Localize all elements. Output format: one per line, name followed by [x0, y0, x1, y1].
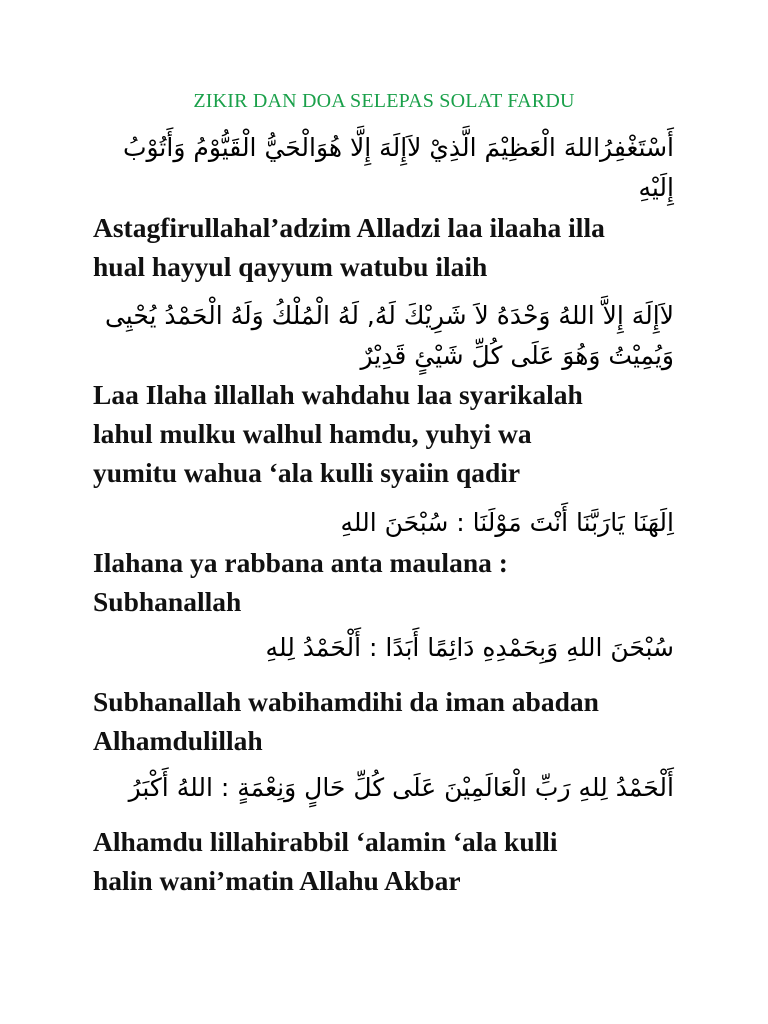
transliteration-line: halin wani’matin Allahu Akbar — [93, 865, 461, 896]
transliteration-line: Astagfirullahal’adzim Alladzi laa ilaaha illa — [93, 212, 605, 243]
arabic-text-tasbih: سُبْحَنَ اللهِ وَبِحَمْدِهِ دَائِمًا أَبَدًا : أَلْحَمْدُ لِلهِ — [265, 633, 674, 662]
transliteration-ilahana — [93, 543, 693, 621]
page-title: ZIKIR DAN DOA SELEPAS SOLAT FARDU — [193, 90, 575, 112]
transliteration-tahlil — [93, 375, 693, 492]
transliteration-tahmid — [93, 822, 693, 900]
transliteration-line: Alhamdu lillahirabbil ‘alamin ‘ala kulli — [93, 826, 558, 857]
transliteration-line: hual hayyul qayyum watubu ilaih — [93, 251, 488, 282]
transliteration-istighfar — [93, 208, 693, 286]
arabic-text-ilahana: اِلَهَنَا يَارَبَّنَا أَنْتَ مَوْلَنَا : سُبْحَنَ اللهِ — [340, 508, 674, 537]
transliteration-line: Ilahana ya rabbana anta maulana : — [93, 547, 508, 578]
transliteration-line: Subhanallah wabihamdihi da iman abadan — [93, 686, 599, 717]
transliteration-line: Subhanallah — [93, 586, 242, 617]
transliteration-line: lahul mulku walhul hamdu, yuhyi wa — [93, 418, 532, 449]
arabic-text-tahmid: أَلْحَمْدُ لِلهِ رَبِّ الْعَالَمِيْنَ عَلَى كُلِّ حَالٍ وَنِعْمَةٍ : اللهُ أَكْبَرُ — [128, 773, 674, 802]
transliteration-line: yumitu wahua ‘ala kulli syaiin qadir — [93, 457, 521, 488]
transliteration-line: Laa Ilaha illallah wahdahu laa syarikalah — [93, 379, 583, 410]
arabic-text-tahlil: لاَإِلَهَ إِلاَّ اللهُ وَحْدَهُ لاَ شَرِيْكَ لَهُ, لَهُ الْمُلْكُ وَلَهُ الْحَمْدُ يُحْيِى وَيُمِيْتُ وَهُوَ عَلَى كُلِّ شَيْئٍ قَدِيْرٌ — [104, 301, 674, 370]
transliteration-tasbih — [93, 682, 693, 760]
arabic-text-istighfar: أَسْتَغْفِرُاللهَ الْعَظِيْمَ الَّذِيْ لاَإِلَهَ إِلَّا هُوَالْحَيُّ الْقَيُّوْمُ وَأَتُوْبُ إِلَيْهِ — [122, 133, 674, 202]
transliteration-line: Alhamdulillah — [93, 725, 263, 756]
